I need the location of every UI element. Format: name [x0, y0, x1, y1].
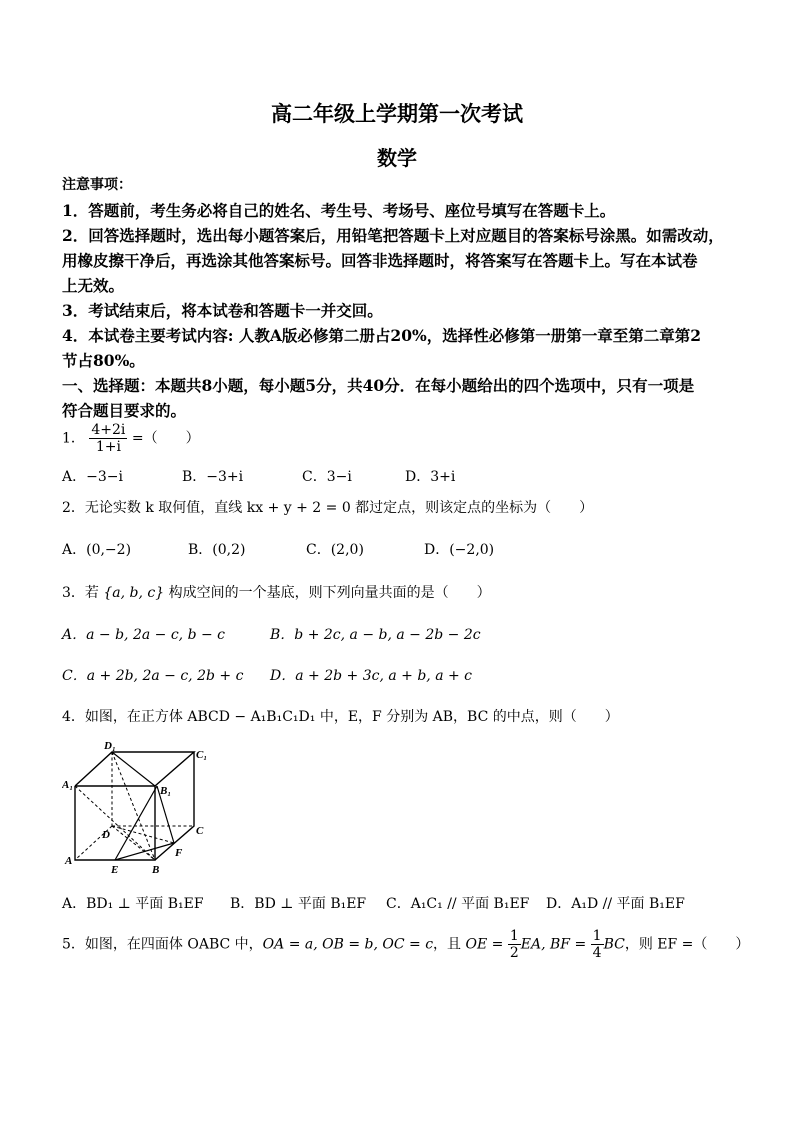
question-5-mid: ，且 [433, 936, 462, 953]
question-5-prefix: 5．如图，在四面体 OABC 中， [62, 936, 263, 953]
question-3-option-d: D．a + 2b + 3c, a + b, a + c [270, 668, 473, 684]
notice-item-2-line-1: 2．回答选择题时，选出每小题答案后，用铅笔把答题卡上对应题目的答案标号涂黑。如需改动， [62, 226, 724, 245]
question-3-option-a: A．a − b, 2a − c, b − c [62, 627, 226, 643]
question-1-option-a: A．−3−i [62, 469, 123, 485]
question-5-quarter-den: 4 [592, 945, 602, 962]
question-5-quarter-fraction [591, 928, 604, 961]
question-4-option-b: B．BD ⊥ 平面 B₁EF [230, 896, 367, 912]
label-A: A [65, 855, 73, 867]
question-2-option-d: D．(−2,0) [424, 542, 495, 558]
question-4-stem: 4．如图，在正方体 ABCD − A₁B₁C₁D₁ 中，E，F 分别为 AB，BC 的中点，则（ ） [62, 709, 619, 725]
question-1-option-d: D．3+i [405, 469, 456, 485]
label-B1: B₁ [160, 785, 172, 797]
question-2-option-a: A．(0,−2) [62, 542, 132, 558]
label-C1: C₁ [196, 749, 208, 761]
question-5-vector-defs: OA = a, OB = b, OC = c [262, 936, 434, 953]
question-1-option-c: C．3−i [302, 469, 352, 485]
question-5-ea-bf: EA, BF = [520, 936, 587, 953]
question-1-number: 1． [62, 430, 85, 447]
section-1-heading-line-2: 符合题目要求的。 [62, 401, 187, 420]
notice-item-4-line-1: 4．本试卷主要考试内容: 人教A版必修第二册占20%，选择性必修第一册第一章至第二章第2 [62, 326, 702, 345]
question-3-prefix: 3．若 [62, 585, 99, 601]
question-1-numerator: 4+2i [91, 422, 126, 438]
question-2-stem: 2．无论实数 k 取何值，直线 kx + y + 2 = 0 都过定点，则该定点的坐标为（ ） [62, 500, 594, 516]
notice-item-2-line-2: 用橡皮擦干净后，再选涂其他答案标号。回答非选择题时，将答案写在答题卡上。写在本试卷 [62, 251, 698, 270]
label-F: F [175, 847, 183, 859]
question-5-bc: BC [603, 936, 625, 953]
question-5-half-fraction [508, 928, 521, 961]
question-5-quarter-num: 1 [592, 928, 602, 944]
question-2-option-c: C．(2,0) [306, 542, 364, 558]
question-3-basis: {a, b, c} [103, 585, 165, 601]
question-5-half-num: 1 [509, 928, 519, 944]
notice-item-4-line-2: 节占80%。 [62, 351, 145, 370]
label-E: E [111, 864, 119, 876]
question-5-stem [62, 928, 749, 961]
notice-item-1: 1．答题前，考生务必将自己的姓名、考生号、考场号、座位号填写在答题卡上。 [62, 201, 616, 220]
notice-item-3: 3．考试结束后，将本试卷和答题卡一并交回。 [62, 301, 383, 320]
question-3-suffix: 构成空间的一个基底，则下列向量共面的是（ ） [168, 585, 491, 601]
question-2-option-b: B．(0,2) [188, 542, 246, 558]
question-3-option-c: C．a + 2b, 2a − c, 2b + c [62, 668, 244, 684]
question-1-denominator: 1+i [95, 439, 121, 456]
label-C: C [196, 825, 204, 837]
label-D: D [102, 829, 110, 841]
exam-title: 高二年级上学期第一次考试 [271, 101, 523, 126]
question-1-fraction [89, 422, 127, 455]
question-4-option-d: D．A₁D // 平面 B₁EF [546, 896, 685, 912]
label-A1: A₁ [62, 779, 74, 791]
subject-title: 数学 [377, 146, 417, 170]
notice-heading: 注意事项： [62, 177, 132, 193]
cube-figure [62, 738, 212, 878]
question-5-tail: ，则 EF =（ ） [624, 936, 750, 953]
question-3-option-b: B．b + 2c, a − b, a − 2b − 2c [270, 627, 481, 643]
question-5-oe: OE = [465, 936, 504, 953]
question-4-option-a: A．BD₁ ⊥ 平面 B₁EF [62, 896, 204, 912]
label-B: B [152, 864, 160, 876]
question-3-stem [62, 582, 491, 602]
label-D1: D₁ [104, 740, 116, 752]
question-1-option-b: B．−3+i [182, 469, 244, 485]
notice-item-2-line-3: 上无效。 [62, 276, 125, 295]
question-1-stem [62, 422, 200, 455]
cube-section-lines [112, 752, 174, 860]
section-1-heading-line-1: 一、选择题：本题共8小题，每小题5分，共40分．在每小题给出的四个选项中，只有一项是 [62, 376, 695, 395]
question-4-option-c: C．A₁C₁ // 平面 B₁EF [386, 896, 530, 912]
question-5-half-den: 2 [509, 945, 519, 962]
question-1-tail: =（ ） [131, 430, 200, 447]
